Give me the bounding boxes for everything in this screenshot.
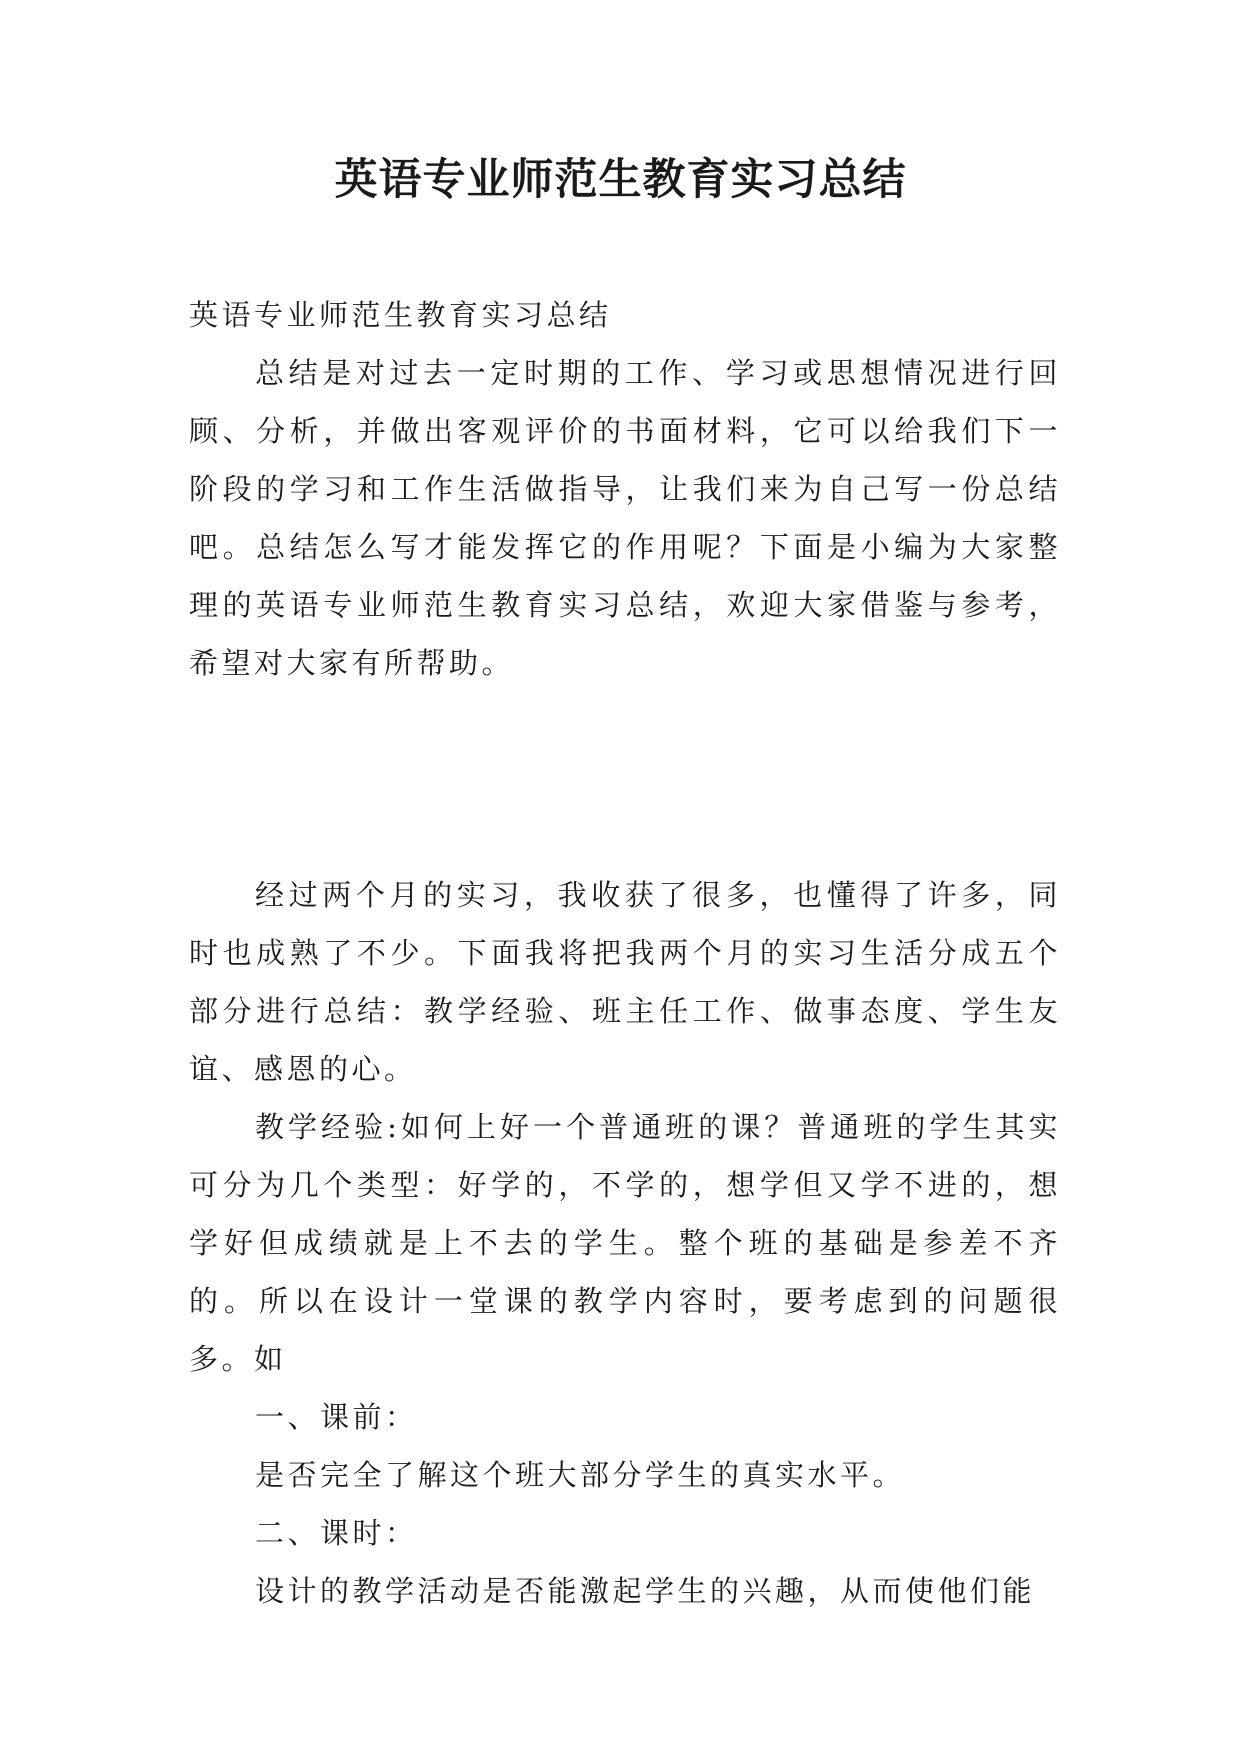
document-body — [189, 286, 1061, 1620]
overview-paragraph: 经过两个月的实习，我收获了很多，也懂得了许多，同时也成熟了不少。下面我将把我两个月的实习生活分成五个部分进行总结：教学经验、班主任工作、做事态度、学生友谊、感恩的心。 — [189, 878, 1061, 1086]
before-class-paragraph: 是否完全了解这个班大部分学生的真实水平。 — [255, 1458, 906, 1492]
section-heading-before-class: 一、课前： — [255, 1400, 418, 1434]
intro-paragraph: 总结是对过去一定时期的工作、学习或思想情况进行回顾、分析，并做出客观评价的书面材料，它可以给我们下一阶段的学习和工作生活做指导，让我们来为自己写一份总结吧。总结怎么写才能发挥它的作用呢？下面是小编为大家整理的英语专业师范生教育实习总结，欢迎大家借鉴与参考，希望对大家有所帮助。 — [189, 356, 1061, 680]
blank-space — [189, 692, 1061, 866]
body-heading: 英语专业师范生教育实习总结 — [189, 298, 612, 332]
document-title: 英语专业师范生教育实习总结 — [334, 155, 907, 205]
section-heading-during-class: 二、课时： — [255, 1516, 418, 1550]
teaching-experience-paragraph: 教学经验:如何上好一个普通班的课？普通班的学生其实可分为几个类型：好学的，不学的，想学但又学不进的，想学好但成绩就是上不去的学生。整个班的基础是参差不齐的。所以在设计一堂课的教学内容时，要考虑到的问题很多。如 — [189, 1110, 1061, 1376]
during-class-paragraph: 设计的教学活动是否能激起学生的兴趣，从而使他们能 — [255, 1574, 1036, 1608]
